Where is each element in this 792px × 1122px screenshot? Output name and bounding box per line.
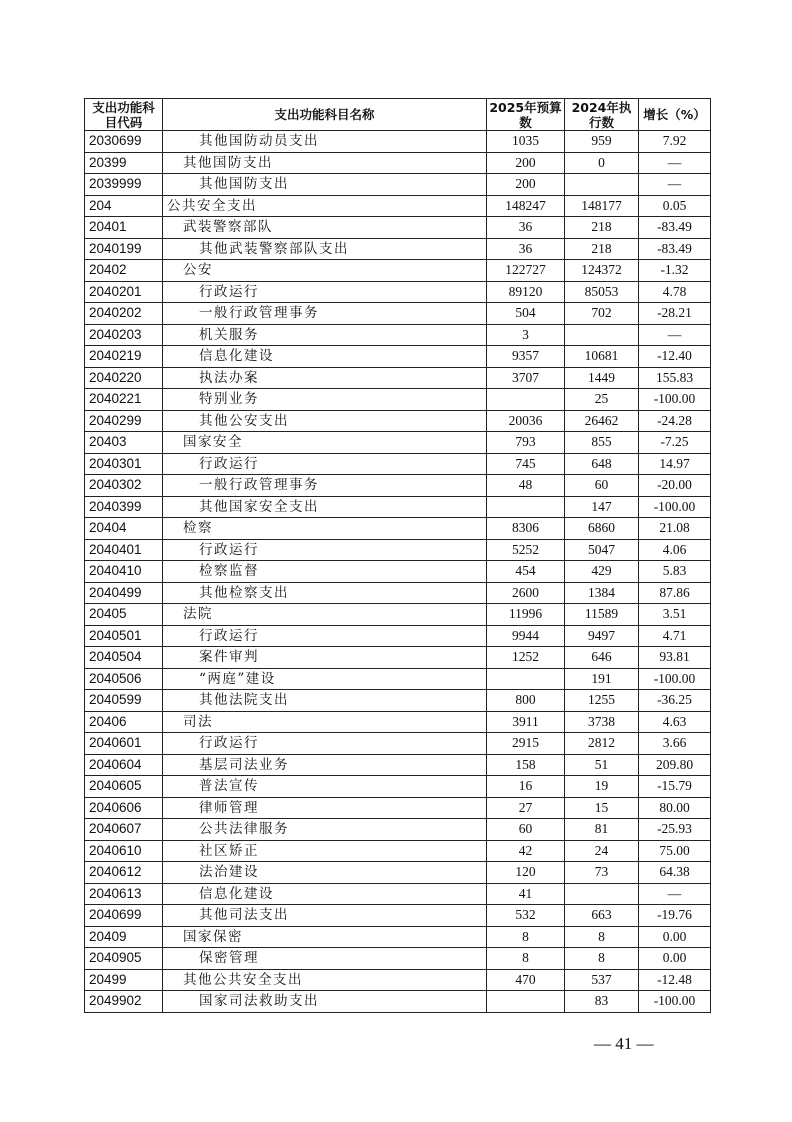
row-name-cell: 国家司法救助支出 (163, 991, 487, 1013)
row-exec-cell: 429 (565, 561, 639, 583)
row-code-cell: 2040610 (85, 840, 163, 862)
table-row (85, 217, 711, 239)
page-number: — 41 — (594, 1034, 654, 1053)
row-growth-cell: -100.00 (639, 668, 711, 690)
row-growth-cell: 64.38 (639, 862, 711, 884)
row-growth-cell: -83.49 (639, 217, 711, 239)
row-code-cell: 2040601 (85, 733, 163, 755)
row-budget-cell (487, 496, 565, 518)
row-name-cell: 其他国防动员支出 (163, 131, 487, 153)
table-row (85, 281, 711, 303)
row-budget-cell: 1252 (487, 647, 565, 669)
table-row (85, 776, 711, 798)
table-row (85, 819, 711, 841)
table-row (85, 991, 711, 1013)
row-code-cell: 2040501 (85, 625, 163, 647)
row-exec-cell: 663 (565, 905, 639, 927)
row-name-cell: 案件审判 (163, 647, 487, 669)
row-name-cell: 行政运行 (163, 453, 487, 475)
row-budget-cell (487, 389, 565, 411)
row-growth-cell: -36.25 (639, 690, 711, 712)
row-code-cell: 2040499 (85, 582, 163, 604)
row-exec-cell: 191 (565, 668, 639, 690)
row-growth-cell: -12.48 (639, 969, 711, 991)
row-budget-cell: 470 (487, 969, 565, 991)
row-budget-cell: 158 (487, 754, 565, 776)
row-name-cell: 其他武装警察部队支出 (163, 238, 487, 260)
row-growth-cell: — (639, 174, 711, 196)
row-exec-cell: 9497 (565, 625, 639, 647)
row-growth-cell: 87.86 (639, 582, 711, 604)
row-growth-cell: -100.00 (639, 389, 711, 411)
row-budget-cell: 9357 (487, 346, 565, 368)
row-code-cell: 20409 (85, 926, 163, 948)
row-name-cell: 国家安全 (163, 432, 487, 454)
row-growth-cell: -15.79 (639, 776, 711, 798)
row-name-cell: 其他检察支出 (163, 582, 487, 604)
row-exec-cell: 124372 (565, 260, 639, 282)
row-exec-cell: 0 (565, 152, 639, 174)
row-exec-cell: 10681 (565, 346, 639, 368)
table-row (85, 260, 711, 282)
row-name-cell: 其他法院支出 (163, 690, 487, 712)
row-name-cell: 一般行政管理事务 (163, 303, 487, 325)
table-row (85, 840, 711, 862)
row-budget-cell (487, 668, 565, 690)
row-budget-cell: 8 (487, 948, 565, 970)
row-growth-cell: 93.81 (639, 647, 711, 669)
table-row (85, 453, 711, 475)
table-row (85, 797, 711, 819)
row-growth-cell: -100.00 (639, 496, 711, 518)
row-exec-cell: 85053 (565, 281, 639, 303)
row-budget-cell: 2915 (487, 733, 565, 755)
row-code-cell: 2040221 (85, 389, 163, 411)
row-exec-cell (565, 174, 639, 196)
row-budget-cell (487, 991, 565, 1013)
row-exec-cell: 11589 (565, 604, 639, 626)
row-exec-cell: 6860 (565, 518, 639, 540)
row-code-cell: 20405 (85, 604, 163, 626)
row-name-cell: 一般行政管理事务 (163, 475, 487, 497)
table-row (85, 432, 711, 454)
row-budget-cell: 793 (487, 432, 565, 454)
table-row (85, 625, 711, 647)
header-name: 支出功能科目名称 (163, 99, 487, 131)
row-exec-cell: 218 (565, 238, 639, 260)
table-row (85, 905, 711, 927)
table-row (85, 324, 711, 346)
row-exec-cell: 83 (565, 991, 639, 1013)
table-row (85, 690, 711, 712)
row-name-cell: 其他国防支出 (163, 152, 487, 174)
table-row (85, 367, 711, 389)
row-code-cell: 2040699 (85, 905, 163, 927)
row-name-cell: “两庭”建设 (163, 668, 487, 690)
row-exec-cell: 702 (565, 303, 639, 325)
row-growth-cell: -20.00 (639, 475, 711, 497)
row-code-cell: 2040203 (85, 324, 163, 346)
row-name-cell: 检察监督 (163, 561, 487, 583)
row-exec-cell: 1384 (565, 582, 639, 604)
row-growth-cell: 3.66 (639, 733, 711, 755)
row-name-cell: 其他国家安全支出 (163, 496, 487, 518)
row-growth-cell: — (639, 324, 711, 346)
row-growth-cell: -1.32 (639, 260, 711, 282)
table-row (85, 475, 711, 497)
row-code-cell: 2040506 (85, 668, 163, 690)
header-row (85, 99, 711, 131)
table-row (85, 969, 711, 991)
row-name-cell: 法院 (163, 604, 487, 626)
row-growth-cell: 0.05 (639, 195, 711, 217)
row-budget-cell: 89120 (487, 281, 565, 303)
row-growth-cell: -100.00 (639, 991, 711, 1013)
row-budget-cell: 120 (487, 862, 565, 884)
row-exec-cell: 537 (565, 969, 639, 991)
row-exec-cell: 218 (565, 217, 639, 239)
row-code-cell: 2040612 (85, 862, 163, 884)
row-budget-cell: 122727 (487, 260, 565, 282)
row-growth-cell: 7.92 (639, 131, 711, 153)
row-code-cell: 2040606 (85, 797, 163, 819)
table-row (85, 238, 711, 260)
row-exec-cell: 26462 (565, 410, 639, 432)
row-budget-cell: 5252 (487, 539, 565, 561)
row-growth-cell: 21.08 (639, 518, 711, 540)
row-code-cell: 2040302 (85, 475, 163, 497)
table-row (85, 561, 711, 583)
row-budget-cell: 200 (487, 174, 565, 196)
row-code-cell: 204 (85, 195, 163, 217)
row-code-cell: 20401 (85, 217, 163, 239)
row-code-cell: 2040605 (85, 776, 163, 798)
row-exec-cell: 148177 (565, 195, 639, 217)
row-code-cell: 20399 (85, 152, 163, 174)
row-code-cell: 2040299 (85, 410, 163, 432)
table-body (85, 131, 711, 1013)
row-code-cell: 2040202 (85, 303, 163, 325)
table-row (85, 647, 711, 669)
row-budget-cell: 2600 (487, 582, 565, 604)
row-budget-cell: 454 (487, 561, 565, 583)
row-code-cell: 2040199 (85, 238, 163, 260)
row-growth-cell: -28.21 (639, 303, 711, 325)
row-budget-cell: 8 (487, 926, 565, 948)
row-exec-cell: 3738 (565, 711, 639, 733)
row-code-cell: 2039999 (85, 174, 163, 196)
row-code-cell: 2040301 (85, 453, 163, 475)
row-budget-cell: 42 (487, 840, 565, 862)
table-row (85, 733, 711, 755)
table-row (85, 518, 711, 540)
row-budget-cell: 504 (487, 303, 565, 325)
table-row (85, 496, 711, 518)
row-name-cell: 普法宣传 (163, 776, 487, 798)
row-exec-cell (565, 883, 639, 905)
row-exec-cell: 8 (565, 926, 639, 948)
row-exec-cell: 5047 (565, 539, 639, 561)
row-name-cell: 其他公共安全支出 (163, 969, 487, 991)
row-budget-cell: 11996 (487, 604, 565, 626)
row-code-cell: 20402 (85, 260, 163, 282)
budget-table (84, 98, 711, 1013)
row-name-cell: 其他国防支出 (163, 174, 487, 196)
row-name-cell: 法治建设 (163, 862, 487, 884)
row-code-cell: 20499 (85, 969, 163, 991)
row-name-cell: 行政运行 (163, 281, 487, 303)
row-growth-cell: -83.49 (639, 238, 711, 260)
row-code-cell: 2040201 (85, 281, 163, 303)
table-row (85, 195, 711, 217)
row-budget-cell: 200 (487, 152, 565, 174)
row-code-cell: 2040613 (85, 883, 163, 905)
table-row (85, 346, 711, 368)
row-name-cell: 检察 (163, 518, 487, 540)
row-name-cell: 律师管理 (163, 797, 487, 819)
row-name-cell: 信息化建设 (163, 346, 487, 368)
row-name-cell: 保密管理 (163, 948, 487, 970)
row-name-cell: 公安 (163, 260, 487, 282)
row-name-cell: 特别业务 (163, 389, 487, 411)
row-growth-cell: 155.83 (639, 367, 711, 389)
table-row (85, 303, 711, 325)
table-row (85, 410, 711, 432)
header-code: 支出功能科目代码 (85, 99, 163, 131)
row-growth-cell: 0.00 (639, 948, 711, 970)
row-name-cell: 公共安全支出 (163, 195, 487, 217)
row-exec-cell: 15 (565, 797, 639, 819)
row-growth-cell: -7.25 (639, 432, 711, 454)
row-budget-cell: 27 (487, 797, 565, 819)
row-exec-cell: 646 (565, 647, 639, 669)
row-exec-cell: 73 (565, 862, 639, 884)
row-growth-cell: 4.06 (639, 539, 711, 561)
row-code-cell: 2040599 (85, 690, 163, 712)
row-exec-cell: 8 (565, 948, 639, 970)
row-budget-cell: 36 (487, 238, 565, 260)
table-row (85, 668, 711, 690)
row-name-cell: 国家保密 (163, 926, 487, 948)
row-budget-cell: 48 (487, 475, 565, 497)
row-exec-cell: 1255 (565, 690, 639, 712)
row-code-cell: 2040219 (85, 346, 163, 368)
row-growth-cell: 75.00 (639, 840, 711, 862)
row-exec-cell: 855 (565, 432, 639, 454)
row-growth-cell: -12.40 (639, 346, 711, 368)
row-code-cell: 20406 (85, 711, 163, 733)
row-code-cell: 2049902 (85, 991, 163, 1013)
row-budget-cell: 800 (487, 690, 565, 712)
row-code-cell: 2040399 (85, 496, 163, 518)
table-row (85, 174, 711, 196)
row-exec-cell: 1449 (565, 367, 639, 389)
row-budget-cell: 3911 (487, 711, 565, 733)
row-exec-cell: 51 (565, 754, 639, 776)
table-row (85, 862, 711, 884)
row-budget-cell: 532 (487, 905, 565, 927)
row-budget-cell: 16 (487, 776, 565, 798)
row-growth-cell: 4.71 (639, 625, 711, 647)
row-name-cell: 社区矫正 (163, 840, 487, 862)
row-exec-cell: 648 (565, 453, 639, 475)
row-code-cell: 2040401 (85, 539, 163, 561)
row-code-cell: 2040504 (85, 647, 163, 669)
row-exec-cell: 2812 (565, 733, 639, 755)
row-exec-cell: 959 (565, 131, 639, 153)
header-growth: 增长（%） (639, 99, 711, 131)
row-growth-cell: 3.51 (639, 604, 711, 626)
row-exec-cell: 60 (565, 475, 639, 497)
header-budget-2025: 2025年预算数 (487, 99, 565, 131)
row-budget-cell: 3 (487, 324, 565, 346)
row-growth-cell: 5.83 (639, 561, 711, 583)
row-budget-cell: 41 (487, 883, 565, 905)
table-row (85, 152, 711, 174)
table-row (85, 883, 711, 905)
row-code-cell: 2040220 (85, 367, 163, 389)
row-code-cell: 2030699 (85, 131, 163, 153)
row-growth-cell: -25.93 (639, 819, 711, 841)
row-exec-cell: 25 (565, 389, 639, 411)
row-exec-cell (565, 324, 639, 346)
row-name-cell: 司法 (163, 711, 487, 733)
row-growth-cell: 0.00 (639, 926, 711, 948)
row-name-cell: 信息化建设 (163, 883, 487, 905)
row-name-cell: 机关服务 (163, 324, 487, 346)
row-code-cell: 20404 (85, 518, 163, 540)
row-exec-cell: 81 (565, 819, 639, 841)
row-exec-cell: 147 (565, 496, 639, 518)
row-code-cell: 2040607 (85, 819, 163, 841)
row-name-cell: 行政运行 (163, 733, 487, 755)
row-budget-cell: 36 (487, 217, 565, 239)
row-name-cell: 基层司法业务 (163, 754, 487, 776)
row-growth-cell: 80.00 (639, 797, 711, 819)
row-budget-cell: 148247 (487, 195, 565, 217)
row-name-cell: 公共法律服务 (163, 819, 487, 841)
row-growth-cell: — (639, 152, 711, 174)
row-growth-cell: -24.28 (639, 410, 711, 432)
row-name-cell: 武装警察部队 (163, 217, 487, 239)
table-row (85, 926, 711, 948)
header-exec-2024: 2024年执行数 (565, 99, 639, 131)
row-budget-cell: 60 (487, 819, 565, 841)
row-budget-cell: 20036 (487, 410, 565, 432)
row-growth-cell: — (639, 883, 711, 905)
row-budget-cell: 1035 (487, 131, 565, 153)
table-row (85, 754, 711, 776)
row-budget-cell: 3707 (487, 367, 565, 389)
table-row (85, 604, 711, 626)
row-code-cell: 2040905 (85, 948, 163, 970)
row-growth-cell: 4.78 (639, 281, 711, 303)
row-code-cell: 2040604 (85, 754, 163, 776)
row-name-cell: 行政运行 (163, 539, 487, 561)
row-name-cell: 其他司法支出 (163, 905, 487, 927)
table-row (85, 582, 711, 604)
table-row (85, 389, 711, 411)
row-budget-cell: 745 (487, 453, 565, 475)
row-growth-cell: 14.97 (639, 453, 711, 475)
table-row (85, 711, 711, 733)
row-growth-cell: 209.80 (639, 754, 711, 776)
row-exec-cell: 24 (565, 840, 639, 862)
row-exec-cell: 19 (565, 776, 639, 798)
table-row (85, 948, 711, 970)
row-budget-cell: 9944 (487, 625, 565, 647)
row-code-cell: 20403 (85, 432, 163, 454)
table-row (85, 131, 711, 153)
table-row (85, 539, 711, 561)
row-growth-cell: -19.76 (639, 905, 711, 927)
row-name-cell: 其他公安支出 (163, 410, 487, 432)
row-code-cell: 2040410 (85, 561, 163, 583)
row-budget-cell: 8306 (487, 518, 565, 540)
row-name-cell: 行政运行 (163, 625, 487, 647)
row-growth-cell: 4.63 (639, 711, 711, 733)
row-name-cell: 执法办案 (163, 367, 487, 389)
table-header (85, 99, 711, 131)
